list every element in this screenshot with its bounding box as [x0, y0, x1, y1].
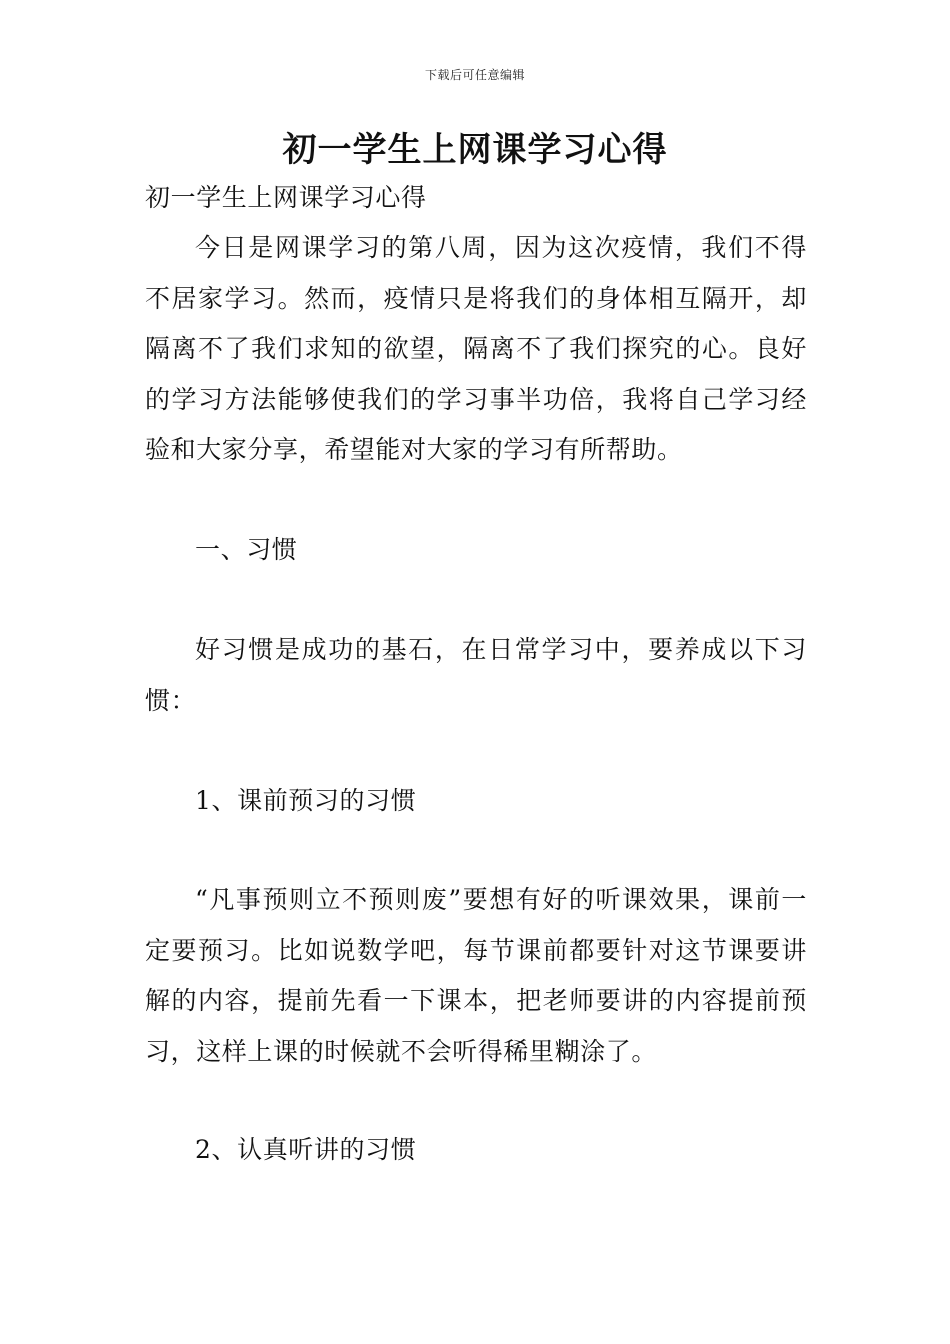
item-heading-listening: 2、认真听讲的习惯 [195, 1135, 417, 1164]
habit-paragraph: 好习惯是成功的基石，在日常学习中，要养成以下习惯： [145, 635, 807, 715]
document-subtitle: 初一学生上网课学习心得 [145, 183, 427, 212]
item-heading-preview: 1、课前预习的习惯 [195, 786, 417, 815]
header-note: 下载后可任意编辑 [424, 68, 525, 82]
preview-paragraph: “凡事预则立不预则废”要想有好的听课效果，课前一定要预习。比如说数学吧，每节课前都要针对这节课要讲解的内容，提前先看一下课本，把老师要讲的内容提前预习，这样上课的时候就不会听得稀里糊涂了。 [145, 885, 807, 1066]
document-title: 初一学生上网课学习心得 [282, 130, 668, 170]
section-heading-habit: 一、习惯 [195, 535, 298, 564]
intro-paragraph: 今日是网课学习的第八周，因为这次疫情，我们不得不居家学习。然而，疫情只是将我们的身体相互隔开，却隔离不了我们求知的欲望，隔离不了我们探究的心。良好的学习方法能够使我们的学习事半功倍，我将自己学习经验和大家分享，希望能对大家的学习有所帮助。 [145, 233, 807, 464]
